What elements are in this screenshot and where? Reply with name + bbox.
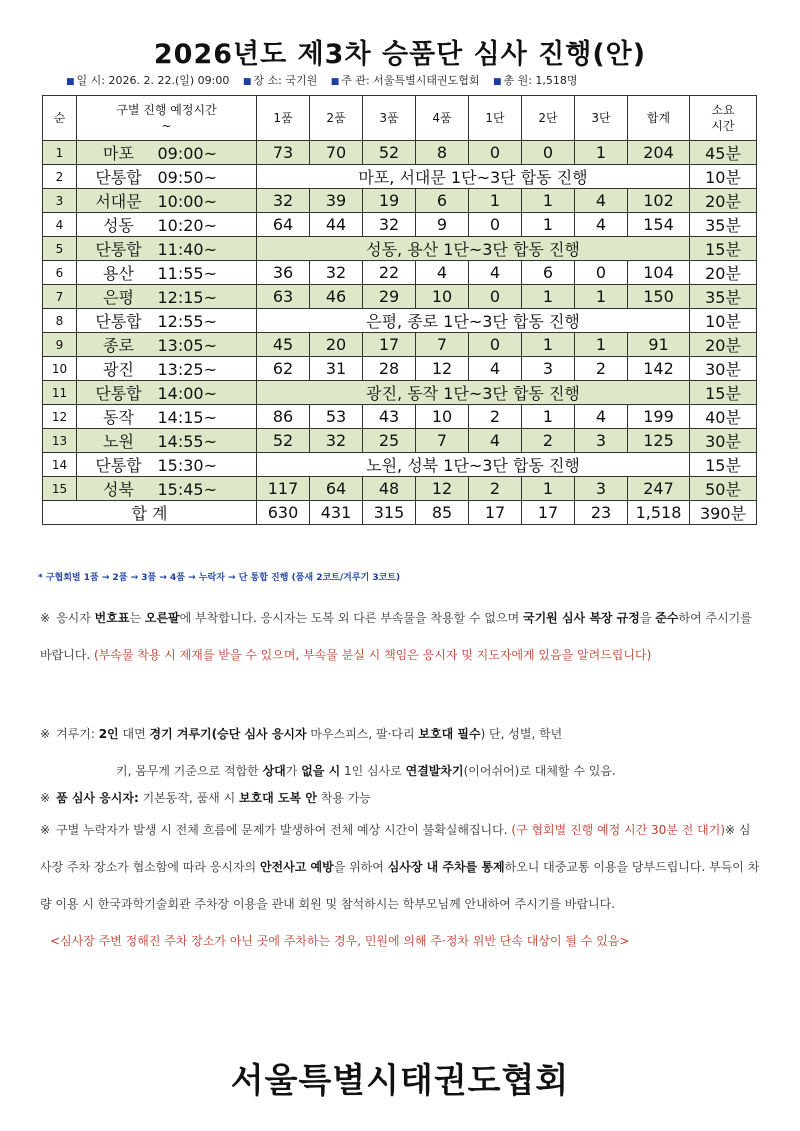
total-count-cell: 17 [522, 501, 575, 525]
bold-text: 없을 시 [301, 764, 341, 778]
header-dur-line2: 시간 [711, 119, 735, 133]
duration-cell: 15분 [690, 237, 757, 261]
area-name: 성북 [103, 480, 134, 499]
merged-note: 광진, 동작 1단~3단 합동 진행 [257, 381, 690, 405]
count-cell: 63 [257, 285, 310, 309]
meta-info [66, 72, 588, 88]
row-number: 1 [43, 141, 77, 165]
area-name: 마포 [103, 144, 134, 163]
notice-2 [40, 716, 762, 790]
header-no: 순 [43, 96, 77, 141]
area-name: 서대문 [95, 192, 142, 211]
header-3dan: 3단 [575, 96, 628, 141]
count-cell: 4 [469, 261, 522, 285]
row-area [77, 381, 257, 405]
header-1pum: 1품 [257, 96, 310, 141]
count-cell: 64 [310, 477, 363, 501]
area-name: 성동 [103, 216, 134, 235]
duration-cell: 40분 [690, 405, 757, 429]
bold-text: 안전사고 예방 [259, 860, 334, 874]
table-row [43, 237, 757, 261]
row-area [77, 237, 257, 261]
count-cell: 117 [257, 477, 310, 501]
area-time: 15:30~ [157, 456, 218, 475]
row-area [77, 285, 257, 309]
total-label: 합 계 [43, 501, 257, 525]
warning-text: (구 협회별 진행 예정 시간 30분 전 대기) [511, 823, 725, 837]
text: 구별 누락자가 발생 시 전체 흐름에 문제가 발생하여 전체 예상 시간이 불확실해집니다. [56, 823, 512, 837]
bold-text: 오른팔 [144, 611, 180, 625]
area-time: 12:55~ [157, 312, 218, 331]
count-cell: 12 [416, 477, 469, 501]
row-number: 2 [43, 165, 77, 189]
bold-text: 번호표 [94, 611, 130, 625]
count-cell: 0 [469, 333, 522, 357]
count-cell: 2 [522, 429, 575, 453]
total-count-cell: 630 [257, 501, 310, 525]
header-area [77, 96, 257, 141]
row-area [77, 357, 257, 381]
row-area [77, 333, 257, 357]
total-count-cell: 431 [310, 501, 363, 525]
merged-note: 마포, 서대문 1단~3단 합동 진행 [257, 165, 690, 189]
count-cell: 1 [522, 405, 575, 429]
bullet-square-icon: ■ [330, 77, 340, 87]
area-time: 13:05~ [157, 336, 218, 355]
count-cell: 28 [363, 357, 416, 381]
count-cell: 4 [416, 261, 469, 285]
bold-text: 연결발차기 [405, 764, 464, 778]
row-area [77, 261, 257, 285]
area-name: 단통합 [95, 456, 142, 475]
table-row [43, 333, 757, 357]
count-cell: 48 [363, 477, 416, 501]
count-cell: 45 [257, 333, 310, 357]
count-cell: 10 [416, 405, 469, 429]
count-cell: 1 [469, 189, 522, 213]
area-time: 12:15~ [157, 288, 218, 307]
row-number: 11 [43, 381, 77, 405]
count-cell: 62 [257, 357, 310, 381]
count-cell: 32 [310, 261, 363, 285]
area-name: 단통합 [95, 384, 142, 403]
count-cell: 17 [363, 333, 416, 357]
count-cell: 52 [363, 141, 416, 165]
count-cell: 0 [469, 213, 522, 237]
meta-total: 총 원: 1,518명 [503, 74, 578, 87]
count-cell: 6 [416, 189, 469, 213]
count-cell: 1 [522, 477, 575, 501]
header-sum: 합계 [628, 96, 690, 141]
count-cell: 32 [310, 429, 363, 453]
table-row [43, 261, 757, 285]
row-number: 10 [43, 357, 77, 381]
count-cell: 6 [522, 261, 575, 285]
area-name: 종로 [103, 336, 134, 355]
row-area [77, 429, 257, 453]
row-area [77, 165, 257, 189]
header-dur-line1: 소요 [711, 103, 735, 117]
text: 1인 심사로 [340, 764, 406, 778]
text: 가 [285, 764, 302, 778]
sum-cell: 104 [628, 261, 690, 285]
count-cell: 4 [575, 213, 628, 237]
bold-text: 경기 겨루기(승단 심사 응시자 [149, 727, 307, 741]
total-count-cell: 23 [575, 501, 628, 525]
sum-cell: 102 [628, 189, 690, 213]
count-cell: 29 [363, 285, 416, 309]
bullet-square-icon: ■ [66, 77, 75, 87]
table-row [43, 285, 757, 309]
table-row [43, 189, 757, 213]
count-cell: 39 [310, 189, 363, 213]
count-cell: 86 [257, 405, 310, 429]
count-cell: 25 [363, 429, 416, 453]
text: 마우스피스, 팔·다리 [306, 727, 419, 741]
count-cell: 1 [522, 213, 575, 237]
bold-text: 품 심사 응시자: [56, 791, 139, 805]
bold-text: 국기원 심사 복장 규정 [523, 611, 640, 625]
area-time: 14:55~ [157, 432, 218, 451]
total-count-cell: 315 [363, 501, 416, 525]
area-time: 14:00~ [157, 384, 218, 403]
count-cell: 0 [469, 285, 522, 309]
count-cell: 4 [575, 189, 628, 213]
text: 을 [639, 611, 656, 625]
merged-note: 성동, 용산 1단~3단 합동 진행 [257, 237, 690, 261]
notice-4 [40, 812, 762, 960]
duration-cell: 30분 [690, 357, 757, 381]
duration-cell: 10분 [690, 165, 757, 189]
count-cell: 43 [363, 405, 416, 429]
text: (이어쉬어)로 대체할 수 있음. [463, 764, 616, 778]
bold-text: 보호대 도복 안 [239, 791, 317, 805]
count-cell: 53 [310, 405, 363, 429]
count-cell: 1 [522, 189, 575, 213]
header-3pum: 3품 [363, 96, 416, 141]
row-number: 8 [43, 309, 77, 333]
count-cell: 52 [257, 429, 310, 453]
count-cell: 4 [575, 405, 628, 429]
table-row [43, 405, 757, 429]
header-4pum: 4품 [416, 96, 469, 141]
header-duration [690, 96, 757, 141]
row-area [77, 405, 257, 429]
count-cell: 32 [257, 189, 310, 213]
area-time: 09:50~ [157, 168, 218, 187]
duration-cell: 15분 [690, 453, 757, 477]
count-cell: 20 [310, 333, 363, 357]
count-cell: 1 [522, 285, 575, 309]
table-row [43, 141, 757, 165]
sum-cell: 247 [628, 477, 690, 501]
text: 하여 주시기를 바랍니다. [40, 611, 752, 662]
total-count-cell: 85 [416, 501, 469, 525]
text: 기본동작, 품새 시 [138, 791, 239, 805]
table-row [43, 213, 757, 237]
row-area [77, 453, 257, 477]
count-cell: 0 [575, 261, 628, 285]
table-row [43, 357, 757, 381]
schedule-table [42, 95, 757, 525]
count-cell: 0 [469, 141, 522, 165]
count-cell: 1 [522, 333, 575, 357]
bold-text: 2인 [98, 727, 119, 741]
parking-warning-text: <심사장 주변 정해진 주차 장소가 아닌 곳에 주차하는 경우, 민원에 의해 주·정차 위반 단속 대상이 될 수 있음> [50, 934, 630, 948]
header-2pum: 2품 [310, 96, 363, 141]
header-area-line1: 구별 진행 예정시간 [116, 103, 217, 117]
table-header-row [43, 96, 757, 141]
count-cell: 2 [575, 357, 628, 381]
row-area [77, 213, 257, 237]
duration-cell: 20분 [690, 333, 757, 357]
merged-note: 은평, 종로 1단~3단 합동 진행 [257, 309, 690, 333]
bold-text: 심사장 내 주차를 통제 [387, 860, 505, 874]
count-cell: 9 [416, 213, 469, 237]
meta-date: 일 시: 2026. 2. 22.(일) 09:00 [76, 74, 230, 87]
count-cell: 44 [310, 213, 363, 237]
count-cell: 1 [575, 285, 628, 309]
bold-text: 상대 [262, 764, 286, 778]
count-cell: 4 [469, 357, 522, 381]
total-sum-cell: 1,518 [628, 501, 690, 525]
count-cell: 4 [469, 429, 522, 453]
sum-cell: 199 [628, 405, 690, 429]
duration-cell: 50분 [690, 477, 757, 501]
notice-mark: ※ [40, 611, 51, 625]
text: 을 위하여 [333, 860, 388, 874]
header-2dan: 2단 [522, 96, 575, 141]
row-area [77, 477, 257, 501]
area-name: 은평 [103, 288, 134, 307]
notice-mark: ※ [40, 823, 51, 837]
row-number: 13 [43, 429, 77, 453]
count-cell: 1 [575, 333, 628, 357]
text: 착용 가능 [316, 791, 371, 805]
warning-text: (부속물 착용 시 제재를 받을 수 있으며, 부속물 분실 시 책임은 응시자 및 지도자에게 있음을 알려드립니다) [94, 648, 652, 662]
notice-mark: ※ [40, 791, 51, 805]
area-time: 13:25~ [157, 360, 218, 379]
area-time: 09:00~ [157, 144, 218, 163]
duration-cell: 15분 [690, 381, 757, 405]
sum-cell: 91 [628, 333, 690, 357]
table-row [43, 453, 757, 477]
text: 는 [129, 611, 145, 625]
organization-name: 서울특별시태권도협회 [230, 1061, 570, 1101]
bullet-square-icon: ■ [492, 77, 502, 87]
area-name: 동작 [103, 408, 134, 427]
duration-cell: 35분 [690, 213, 757, 237]
text: ※ 심사장 주차 장소가 협소함에 따라 응시자의 [40, 823, 751, 874]
area-name: 노원 [103, 432, 134, 451]
text: 하오니 대중교통 이용을 당부드립니다. 부득이 차량 이용 시 한국과학기술회관 주차장 이용을 관내 회원 및 참석하시는 학부모님께 안내하여 주시기를 바랍니다. [40, 860, 760, 911]
count-cell: 46 [310, 285, 363, 309]
count-cell: 7 [416, 333, 469, 357]
count-cell: 36 [257, 261, 310, 285]
count-cell: 7 [416, 429, 469, 453]
text: 대면 [118, 727, 150, 741]
count-cell: 3 [575, 429, 628, 453]
count-cell: 10 [416, 285, 469, 309]
count-cell: 70 [310, 141, 363, 165]
text: 키, 몸무게 기준으로 적합한 [116, 764, 263, 778]
sum-cell: 142 [628, 357, 690, 381]
table-row [43, 381, 757, 405]
area-name: 단통합 [95, 240, 142, 259]
count-cell: 64 [257, 213, 310, 237]
text: 에 부착합니다. 응시자는 도복 외 다른 부속물을 착용할 수 없으며 [179, 611, 523, 625]
row-number: 14 [43, 453, 77, 477]
area-name: 단통합 [95, 312, 142, 331]
duration-cell: 30분 [690, 429, 757, 453]
count-cell: 8 [416, 141, 469, 165]
area-time: 10:00~ [157, 192, 218, 211]
merged-note: 노원, 성북 1단~3단 합동 진행 [257, 453, 690, 477]
table-footnote: * 구협회별 1품 → 2품 → 3품 → 4품 → 누락자 → 단 통합 진행 (품새 2코트/겨루기 3코트) [38, 573, 401, 583]
area-time: 10:20~ [157, 216, 218, 235]
area-name: 광진 [103, 360, 134, 379]
row-number: 3 [43, 189, 77, 213]
duration-cell: 10분 [690, 309, 757, 333]
bullet-square-icon: ■ [242, 77, 252, 87]
row-number: 6 [43, 261, 77, 285]
count-cell: 2 [469, 477, 522, 501]
sum-cell: 150 [628, 285, 690, 309]
table-row [43, 165, 757, 189]
area-name: 용산 [103, 264, 134, 283]
area-name: 단통합 [95, 168, 142, 187]
duration-cell: 20분 [690, 189, 757, 213]
count-cell: 0 [522, 141, 575, 165]
text: 겨루기: [56, 727, 99, 741]
count-cell: 73 [257, 141, 310, 165]
meta-host: 주 관: 서울특별시태권도협회 [341, 74, 480, 87]
total-duration-cell: 390분 [690, 501, 757, 525]
notice-mark: ※ [40, 727, 51, 741]
area-time: 11:55~ [157, 264, 218, 283]
count-cell: 31 [310, 357, 363, 381]
sum-cell: 204 [628, 141, 690, 165]
page-title: 2026년도 제3차 승품단 심사 진행(안) [153, 39, 647, 70]
duration-cell: 35분 [690, 285, 757, 309]
sum-cell: 125 [628, 429, 690, 453]
meta-place: 장 소: 국기원 [253, 74, 318, 87]
area-time: 15:45~ [157, 480, 218, 499]
count-cell: 2 [469, 405, 522, 429]
row-number: 9 [43, 333, 77, 357]
table-row [43, 309, 757, 333]
duration-cell: 45분 [690, 141, 757, 165]
row-number: 12 [43, 405, 77, 429]
notice-1 [40, 600, 762, 674]
header-1dan: 1단 [469, 96, 522, 141]
total-count-cell: 17 [469, 501, 522, 525]
bold-text: 준수 [655, 611, 679, 625]
header-area-line2: ~ [161, 119, 172, 133]
count-cell: 1 [575, 141, 628, 165]
count-cell: 19 [363, 189, 416, 213]
row-number: 15 [43, 477, 77, 501]
area-time: 14:15~ [157, 408, 218, 427]
total-row [43, 501, 757, 525]
count-cell: 12 [416, 357, 469, 381]
row-area [77, 309, 257, 333]
count-cell: 3 [522, 357, 575, 381]
table-row [43, 477, 757, 501]
area-time: 11:40~ [157, 240, 218, 259]
text: 응시자 [56, 611, 95, 625]
count-cell: 22 [363, 261, 416, 285]
row-number: 4 [43, 213, 77, 237]
row-area [77, 189, 257, 213]
sum-cell: 154 [628, 213, 690, 237]
bold-text: 보호대 필수 [418, 727, 481, 741]
count-cell: 3 [575, 477, 628, 501]
count-cell: 32 [363, 213, 416, 237]
text: ) 단, 성별, 학년 [480, 727, 563, 741]
duration-cell: 20분 [690, 261, 757, 285]
table-row [43, 429, 757, 453]
row-number: 7 [43, 285, 77, 309]
row-number: 5 [43, 237, 77, 261]
row-area [77, 141, 257, 165]
